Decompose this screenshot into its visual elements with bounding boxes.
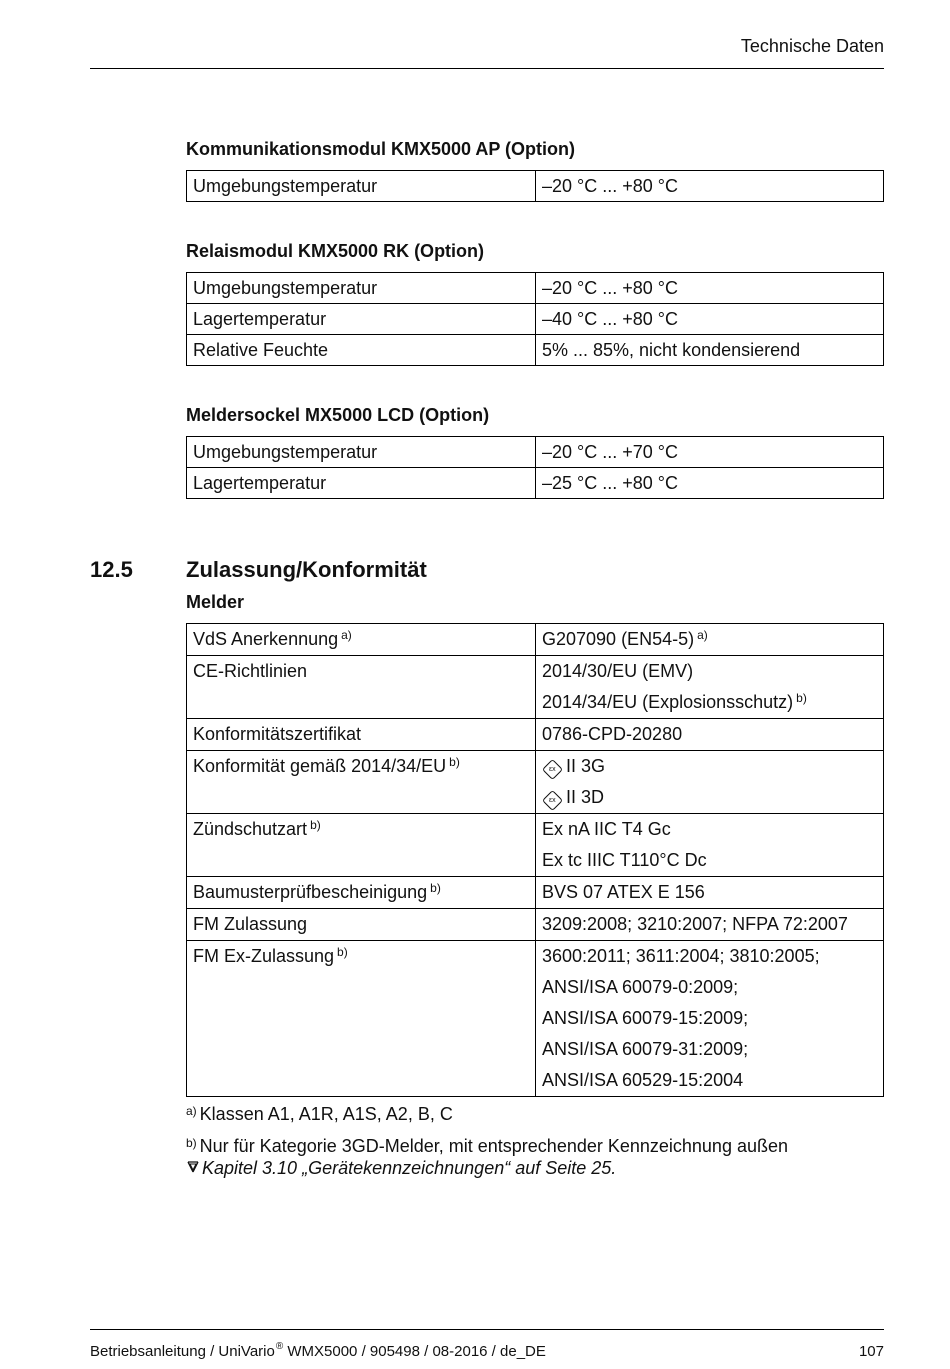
footer-document-info — [90, 1343, 546, 1360]
table-row — [187, 468, 884, 499]
label-text: VdS Anerkennung — [193, 629, 339, 649]
label-text: FM Ex-Zulassung — [193, 946, 335, 966]
table-row — [187, 751, 884, 814]
table-row — [187, 814, 884, 877]
cell-value: –25 °C ... +80 °C — [536, 468, 884, 499]
cell-value — [536, 941, 884, 1097]
cell-value — [536, 656, 884, 719]
footer-divider — [90, 1329, 884, 1330]
table-row — [187, 624, 884, 656]
heading-melder: Melder — [186, 592, 245, 612]
table-row — [187, 437, 884, 468]
value-line — [542, 656, 877, 687]
value-text: 2014/34/EU (Explosionsschutz) — [542, 692, 794, 712]
cell-value — [536, 751, 884, 814]
cell-value — [536, 909, 884, 941]
cell-label: Lagertemperatur — [187, 468, 536, 499]
label-text: Baumusterprüfbescheinigung — [193, 882, 428, 902]
footer-doc-suffix: WMX5000 / 905498 / 08-2016 / de_DE — [283, 1343, 546, 1360]
label-text: Zündschutzart — [193, 819, 308, 839]
page-number: 107 — [858, 1343, 884, 1360]
running-header: Technische Daten — [740, 36, 884, 56]
value-line — [542, 687, 877, 718]
cell-value: 5% ... 85%, nicht kondensierend — [536, 335, 884, 366]
footnote-mark: b) — [186, 1136, 197, 1150]
table-row — [187, 656, 884, 719]
cell-label — [187, 941, 536, 1097]
label-text: CE-Richtlinien — [193, 661, 308, 681]
cell-label — [187, 909, 536, 941]
table-row — [187, 941, 884, 1097]
footer-doc-prefix: Betriebsanleitung / UniVario — [90, 1343, 275, 1360]
table-kmx5000-ap — [186, 170, 884, 202]
cell-value: –20 °C ... +70 °C — [536, 437, 884, 468]
value-line — [542, 941, 877, 972]
table-mx5000-lcd — [186, 436, 884, 499]
value-text: 3209:2008; 3210:2007; NFPA 72:2007 — [542, 914, 848, 934]
value-line — [542, 972, 877, 1003]
footnote-b — [186, 1135, 886, 1179]
cell-label: Umgebungstemperatur — [187, 273, 536, 304]
cell-label: Lagertemperatur — [187, 304, 536, 335]
section-number: 12.5 — [90, 557, 133, 582]
value-text: II 3D — [566, 787, 605, 807]
value-text: ANSI/ISA 60529-15:2004 — [542, 1070, 744, 1090]
cell-label: Umgebungstemperatur — [187, 437, 536, 468]
cell-value — [536, 719, 884, 751]
table-row — [187, 171, 884, 202]
footnote-text: Klassen A1, A1R, A1S, A2, B, C — [199, 1104, 453, 1124]
value-line — [542, 877, 877, 908]
table-row — [187, 273, 884, 304]
table-row — [187, 335, 884, 366]
cell-label — [187, 719, 536, 751]
label-text: Konformitätszertifikat — [193, 724, 362, 744]
cell-value: –40 °C ... +80 °C — [536, 304, 884, 335]
footnote-ref: b) — [310, 818, 321, 832]
value-text: ANSI/ISA 60079-0:2009; — [542, 977, 739, 997]
ex-explosion-protection-icon — [542, 790, 563, 811]
value-text: 0786-CPD-20280 — [542, 724, 683, 744]
footnote-text: Nur für Kategorie 3GD-Melder, mit entsprechender Kennzeichnung außen — [199, 1136, 788, 1156]
footnote-a — [186, 1103, 886, 1125]
value-text: BVS 07 ATEX E 156 — [542, 882, 705, 902]
cell-label — [187, 751, 536, 814]
heading-mx5000-lcd: Meldersockel MX5000 LCD (Option) — [186, 405, 490, 425]
value-text: 3600:2011; 3611:2004; 3810:2005; — [542, 946, 820, 966]
cell-label — [187, 877, 536, 909]
value-line — [542, 909, 877, 940]
footnote-ref: b) — [337, 945, 348, 959]
value-text: II 3G — [566, 756, 606, 776]
value-line — [542, 1065, 877, 1096]
table-row — [187, 877, 884, 909]
footnote-ref: a) — [341, 628, 352, 642]
value-text: ANSI/ISA 60079-31:2009; — [542, 1039, 749, 1059]
value-text: Ex tc IIIC T110°C Dc — [542, 850, 707, 870]
heading-kmx5000-rk: Relaismodul KMX5000 RK (Option) — [186, 241, 485, 261]
cell-value — [536, 877, 884, 909]
cell-label — [187, 656, 536, 719]
cell-value: –20 °C ... +80 °C — [536, 273, 884, 304]
footnote-ref: a) — [697, 628, 708, 642]
value-text: 2014/30/EU (EMV) — [542, 661, 694, 681]
cell-label — [187, 814, 536, 877]
value-line — [542, 751, 877, 782]
header-divider — [90, 68, 884, 69]
cell-value — [536, 814, 884, 877]
value-line — [542, 1034, 877, 1065]
table-row — [187, 719, 884, 751]
value-line — [542, 814, 877, 845]
cell-label: Umgebungstemperatur — [187, 171, 536, 202]
ex-symbol-text: εx — [549, 766, 556, 773]
ex-explosion-protection-icon — [542, 759, 563, 780]
footnote-ref: b) — [449, 755, 460, 769]
value-line — [542, 782, 877, 813]
value-text: G207090 (EN54-5) — [542, 629, 695, 649]
footnote-ref: b) — [430, 881, 441, 895]
heading-kmx5000-ap: Kommunikationsmodul KMX5000 AP (Option) — [186, 139, 576, 159]
table-row — [187, 304, 884, 335]
footnote-ref: b) — [796, 691, 807, 705]
cell-value: –20 °C ... +80 °C — [536, 171, 884, 202]
registered-mark: ® — [275, 1341, 284, 1352]
label-text: FM Zulassung — [193, 914, 308, 934]
footnote-mark: a) — [186, 1104, 197, 1118]
cell-value — [536, 624, 884, 656]
cell-label — [187, 624, 536, 656]
section-title: Zulassung/Konformität — [186, 557, 427, 582]
value-line — [542, 719, 877, 750]
cell-label: Relative Feuchte — [187, 335, 536, 366]
value-text: ANSI/ISA 60079-15:2009; — [542, 1008, 749, 1028]
value-text: Ex nA IIC T4 Gc — [542, 819, 671, 839]
table-row — [187, 909, 884, 941]
value-line — [542, 1003, 877, 1034]
label-text: Konformität gemäß 2014/34/EU — [193, 756, 447, 776]
cross-reference-arrow-icon — [186, 1157, 202, 1179]
ex-symbol-text: εx — [549, 797, 556, 804]
table-kmx5000-rk — [186, 272, 884, 366]
value-line — [542, 624, 877, 655]
value-line — [542, 845, 877, 876]
approval-table — [186, 623, 884, 1097]
cross-reference-link[interactable]: Kapitel 3.10 „Gerätekennzeichnungen“ auf Seite 25. — [202, 1158, 617, 1178]
